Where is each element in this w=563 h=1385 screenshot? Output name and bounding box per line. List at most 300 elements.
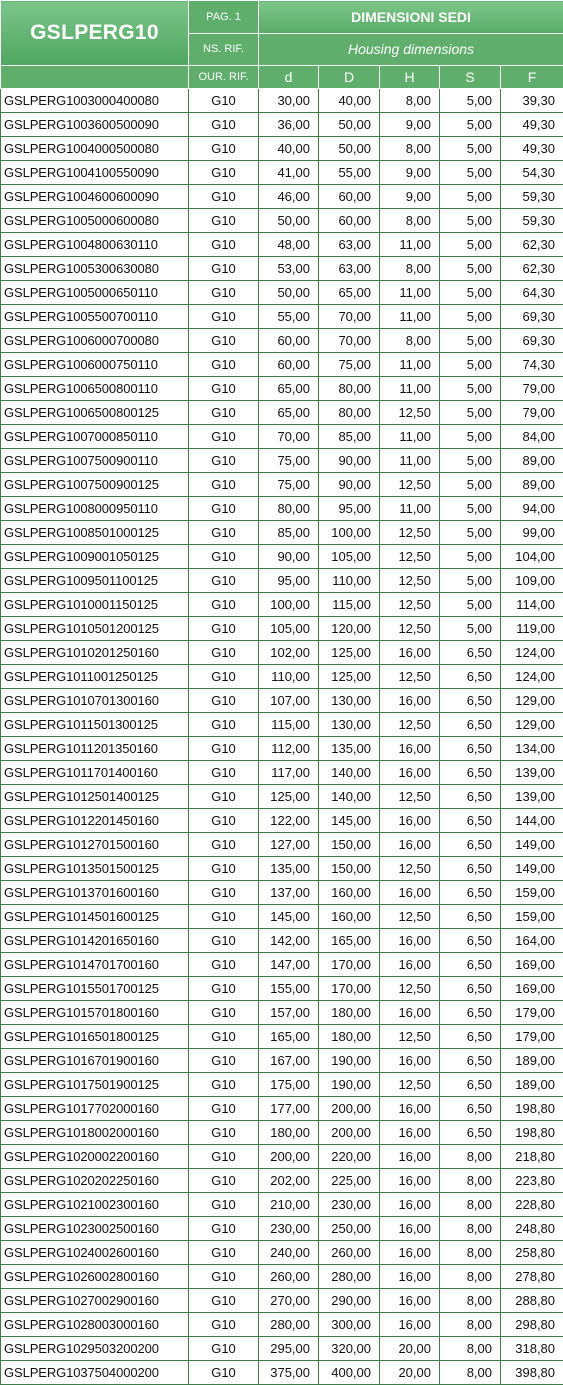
product-code-cell: GSLPERG1004800630110	[1, 233, 189, 257]
H-value-cell: 11,00	[380, 353, 440, 377]
S-value-cell: 6,50	[440, 953, 501, 977]
F-value-cell: 84,00	[501, 425, 563, 449]
S-value-cell: 6,50	[440, 641, 501, 665]
S-value-cell: 8,00	[440, 1337, 501, 1361]
ref-cell: G10	[189, 1121, 259, 1145]
S-value-cell: 8,00	[440, 1265, 501, 1289]
product-code-cell: GSLPERG1008501000125	[1, 521, 189, 545]
D-value-cell: 200,00	[319, 1097, 380, 1121]
table-row	[1, 665, 563, 689]
ref-cell: G10	[189, 401, 259, 425]
H-value-cell: 11,00	[380, 305, 440, 329]
d-value-cell: 177,00	[259, 1097, 319, 1121]
table-row	[1, 1337, 563, 1361]
table-row	[1, 737, 563, 761]
D-value-cell: 110,00	[319, 569, 380, 593]
F-value-cell: 62,30	[501, 257, 563, 281]
table-row	[1, 89, 563, 113]
D-value-cell: 85,00	[319, 425, 380, 449]
d-value-cell: 295,00	[259, 1337, 319, 1361]
S-value-cell: 5,00	[440, 521, 501, 545]
ref-cell: G10	[189, 1289, 259, 1313]
D-value-cell: 145,00	[319, 809, 380, 833]
S-value-cell: 6,50	[440, 1025, 501, 1049]
product-code-cell: GSLPERG1010201250160	[1, 641, 189, 665]
product-code-cell: GSLPERG1018002000160	[1, 1121, 189, 1145]
ref-cell: G10	[189, 1337, 259, 1361]
product-code-cell: GSLPERG1014201650160	[1, 929, 189, 953]
H-value-cell: 11,00	[380, 281, 440, 305]
H-value-cell: 16,00	[380, 761, 440, 785]
H-value-cell: 16,00	[380, 809, 440, 833]
ref-cell: G10	[189, 425, 259, 449]
F-value-cell: 149,00	[501, 857, 563, 881]
d-value-cell: 100,00	[259, 593, 319, 617]
S-value-cell: 6,50	[440, 737, 501, 761]
ref-cell: G10	[189, 161, 259, 185]
S-value-cell: 5,00	[440, 89, 501, 113]
table-row	[1, 1289, 563, 1313]
S-value-cell: 5,00	[440, 137, 501, 161]
ref-cell: G10	[189, 713, 259, 737]
S-value-cell: 8,00	[440, 1217, 501, 1241]
D-value-cell: 60,00	[319, 185, 380, 209]
F-value-cell: 74,30	[501, 353, 563, 377]
D-value-cell: 125,00	[319, 641, 380, 665]
product-code-cell: GSLPERG1011001250125	[1, 665, 189, 689]
product-code-cell: GSLPERG1011201350160	[1, 737, 189, 761]
d-value-cell: 75,00	[259, 449, 319, 473]
product-code-cell: GSLPERG1014501600125	[1, 905, 189, 929]
ref-cell: G10	[189, 665, 259, 689]
H-value-cell: 12,50	[380, 857, 440, 881]
S-value-cell: 6,50	[440, 1049, 501, 1073]
F-value-cell: 228,80	[501, 1193, 563, 1217]
D-value-cell: 160,00	[319, 905, 380, 929]
F-value-cell: 159,00	[501, 881, 563, 905]
table-row	[1, 113, 563, 137]
D-value-cell: 55,00	[319, 161, 380, 185]
product-code-cell: GSLPERG1014701700160	[1, 953, 189, 977]
ref-cell: G10	[189, 809, 259, 833]
S-value-cell: 6,50	[440, 977, 501, 1001]
H-value-cell: 12,50	[380, 1073, 440, 1097]
table-row	[1, 281, 563, 305]
S-value-cell: 8,00	[440, 1193, 501, 1217]
D-value-cell: 50,00	[319, 113, 380, 137]
column-header-S: S	[440, 66, 501, 89]
F-value-cell: 64,30	[501, 281, 563, 305]
ref-cell: G10	[189, 1265, 259, 1289]
ref-cell: G10	[189, 377, 259, 401]
H-value-cell: 16,00	[380, 641, 440, 665]
F-value-cell: 69,30	[501, 305, 563, 329]
S-value-cell: 5,00	[440, 329, 501, 353]
F-value-cell: 149,00	[501, 833, 563, 857]
product-code-cell: GSLPERG1003600500090	[1, 113, 189, 137]
H-value-cell: 16,00	[380, 881, 440, 905]
F-value-cell: 298,80	[501, 1313, 563, 1337]
D-value-cell: 170,00	[319, 977, 380, 1001]
d-value-cell: 117,00	[259, 761, 319, 785]
d-value-cell: 155,00	[259, 977, 319, 1001]
d-value-cell: 270,00	[259, 1289, 319, 1313]
table-row	[1, 953, 563, 977]
ref-cell: G10	[189, 521, 259, 545]
H-value-cell: 8,00	[380, 137, 440, 161]
group-title: DIMENSIONI SEDI	[259, 1, 563, 34]
D-value-cell: 150,00	[319, 833, 380, 857]
table-row	[1, 305, 563, 329]
D-value-cell: 50,00	[319, 137, 380, 161]
d-value-cell: 375,00	[259, 1361, 319, 1385]
S-value-cell: 5,00	[440, 257, 501, 281]
H-value-cell: 16,00	[380, 929, 440, 953]
table-row	[1, 473, 563, 497]
F-value-cell: 169,00	[501, 953, 563, 977]
F-value-cell: 129,00	[501, 713, 563, 737]
S-value-cell: 6,50	[440, 809, 501, 833]
table-row	[1, 1097, 563, 1121]
d-value-cell: 75,00	[259, 473, 319, 497]
table-header	[1, 1, 563, 89]
d-value-cell: 50,00	[259, 209, 319, 233]
D-value-cell: 130,00	[319, 689, 380, 713]
D-value-cell: 70,00	[319, 305, 380, 329]
H-value-cell: 16,00	[380, 1145, 440, 1169]
product-code-cell: GSLPERG1005000650110	[1, 281, 189, 305]
D-value-cell: 260,00	[319, 1241, 380, 1265]
d-value-cell: 127,00	[259, 833, 319, 857]
product-code-cell: GSLPERG1017501900125	[1, 1073, 189, 1097]
H-value-cell: 16,00	[380, 1265, 440, 1289]
S-value-cell: 6,50	[440, 929, 501, 953]
product-code-cell: GSLPERG1015701800160	[1, 1001, 189, 1025]
S-value-cell: 5,00	[440, 161, 501, 185]
table-row	[1, 449, 563, 473]
column-header-D: D	[319, 66, 380, 89]
product-code-cell: GSLPERG1013701600160	[1, 881, 189, 905]
product-code-cell: GSLPERG1027002900160	[1, 1289, 189, 1313]
table-row	[1, 209, 563, 233]
S-value-cell: 6,50	[440, 905, 501, 929]
S-value-cell: 6,50	[440, 689, 501, 713]
product-code-cell: GSLPERG1004100550090	[1, 161, 189, 185]
H-value-cell: 16,00	[380, 1097, 440, 1121]
d-value-cell: 137,00	[259, 881, 319, 905]
F-value-cell: 248,80	[501, 1217, 563, 1241]
d-value-cell: 30,00	[259, 89, 319, 113]
D-value-cell: 135,00	[319, 737, 380, 761]
table-row	[1, 809, 563, 833]
F-value-cell: 39,30	[501, 89, 563, 113]
D-value-cell: 280,00	[319, 1265, 380, 1289]
D-value-cell: 200,00	[319, 1121, 380, 1145]
S-value-cell: 5,00	[440, 593, 501, 617]
F-value-cell: 54,30	[501, 161, 563, 185]
table-row	[1, 1073, 563, 1097]
D-value-cell: 63,00	[319, 257, 380, 281]
page-label: PAG. 1	[189, 1, 259, 34]
S-value-cell: 6,50	[440, 785, 501, 809]
column-header-H: H	[380, 66, 440, 89]
F-value-cell: 218,80	[501, 1145, 563, 1169]
F-value-cell: 169,00	[501, 977, 563, 1001]
F-value-cell: 79,00	[501, 401, 563, 425]
F-value-cell: 124,00	[501, 665, 563, 689]
ref-cell: G10	[189, 113, 259, 137]
d-value-cell: 200,00	[259, 1145, 319, 1169]
table-row	[1, 329, 563, 353]
d-value-cell: 167,00	[259, 1049, 319, 1073]
table-row	[1, 1169, 563, 1193]
ref-cell: G10	[189, 857, 259, 881]
product-code-cell: GSLPERG1016501800125	[1, 1025, 189, 1049]
ref-cell: G10	[189, 905, 259, 929]
H-value-cell: 8,00	[380, 257, 440, 281]
S-value-cell: 6,50	[440, 1001, 501, 1025]
d-value-cell: 105,00	[259, 617, 319, 641]
d-value-cell: 40,00	[259, 137, 319, 161]
S-value-cell: 5,00	[440, 233, 501, 257]
H-value-cell: 16,00	[380, 833, 440, 857]
ref-cell: G10	[189, 353, 259, 377]
d-value-cell: 65,00	[259, 377, 319, 401]
table-row	[1, 977, 563, 1001]
ref-cell: G10	[189, 185, 259, 209]
S-value-cell: 8,00	[440, 1313, 501, 1337]
ref-cell: G10	[189, 689, 259, 713]
H-value-cell: 16,00	[380, 1001, 440, 1025]
H-value-cell: 12,50	[380, 401, 440, 425]
ref-cell: G10	[189, 497, 259, 521]
F-value-cell: 288,80	[501, 1289, 563, 1313]
ref-cell: G10	[189, 281, 259, 305]
H-value-cell: 11,00	[380, 425, 440, 449]
S-value-cell: 5,00	[440, 545, 501, 569]
code-column-spacer	[1, 66, 189, 89]
S-value-cell: 5,00	[440, 305, 501, 329]
D-value-cell: 120,00	[319, 617, 380, 641]
F-value-cell: 318,80	[501, 1337, 563, 1361]
S-value-cell: 5,00	[440, 377, 501, 401]
product-code-cell: GSLPERG1010701300160	[1, 689, 189, 713]
d-value-cell: 147,00	[259, 953, 319, 977]
d-value-cell: 180,00	[259, 1121, 319, 1145]
column-header-F: F	[501, 66, 563, 89]
H-value-cell: 16,00	[380, 1241, 440, 1265]
D-value-cell: 180,00	[319, 1001, 380, 1025]
H-value-cell: 11,00	[380, 377, 440, 401]
H-value-cell: 16,00	[380, 1193, 440, 1217]
ref-cell: G10	[189, 305, 259, 329]
product-code-cell: GSLPERG1011701400160	[1, 761, 189, 785]
D-value-cell: 65,00	[319, 281, 380, 305]
H-value-cell: 20,00	[380, 1337, 440, 1361]
D-value-cell: 140,00	[319, 761, 380, 785]
table-row	[1, 857, 563, 881]
S-value-cell: 6,50	[440, 1121, 501, 1145]
d-value-cell: 135,00	[259, 857, 319, 881]
d-value-cell: 55,00	[259, 305, 319, 329]
F-value-cell: 144,00	[501, 809, 563, 833]
F-value-cell: 159,00	[501, 905, 563, 929]
d-value-cell: 112,00	[259, 737, 319, 761]
product-code-cell: GSLPERG1009501100125	[1, 569, 189, 593]
D-value-cell: 320,00	[319, 1337, 380, 1361]
d-value-cell: 280,00	[259, 1313, 319, 1337]
H-value-cell: 16,00	[380, 1217, 440, 1241]
S-value-cell: 5,00	[440, 425, 501, 449]
ref-cell: G10	[189, 785, 259, 809]
S-value-cell: 6,50	[440, 1097, 501, 1121]
ref-cell: G10	[189, 761, 259, 785]
ref-cell: G10	[189, 89, 259, 113]
H-value-cell: 12,50	[380, 617, 440, 641]
H-value-cell: 16,00	[380, 1313, 440, 1337]
F-value-cell: 104,00	[501, 545, 563, 569]
d-value-cell: 80,00	[259, 497, 319, 521]
S-value-cell: 8,00	[440, 1289, 501, 1313]
product-family-title: GSLPERG10	[1, 1, 189, 66]
F-value-cell: 62,30	[501, 233, 563, 257]
d-value-cell: 142,00	[259, 929, 319, 953]
ref-cell: G10	[189, 977, 259, 1001]
F-value-cell: 114,00	[501, 593, 563, 617]
ref-cell: G10	[189, 473, 259, 497]
table-row	[1, 593, 563, 617]
ref-cell: G10	[189, 1145, 259, 1169]
table-row	[1, 761, 563, 785]
F-value-cell: 59,30	[501, 209, 563, 233]
F-value-cell: 69,30	[501, 329, 563, 353]
table-row	[1, 713, 563, 737]
table-row	[1, 425, 563, 449]
D-value-cell: 250,00	[319, 1217, 380, 1241]
table-row	[1, 1265, 563, 1289]
D-value-cell: 70,00	[319, 329, 380, 353]
F-value-cell: 109,00	[501, 569, 563, 593]
product-code-cell: GSLPERG1015501700125	[1, 977, 189, 1001]
H-value-cell: 12,50	[380, 977, 440, 1001]
H-value-cell: 8,00	[380, 89, 440, 113]
ref-cell: G10	[189, 593, 259, 617]
F-value-cell: 59,30	[501, 185, 563, 209]
product-code-cell: GSLPERG1012701500160	[1, 833, 189, 857]
S-value-cell: 6,50	[440, 881, 501, 905]
H-value-cell: 16,00	[380, 1289, 440, 1313]
H-value-cell: 16,00	[380, 1121, 440, 1145]
D-value-cell: 80,00	[319, 401, 380, 425]
H-value-cell: 12,50	[380, 473, 440, 497]
F-value-cell: 258,80	[501, 1241, 563, 1265]
our-rif-label: OUR. RIF.	[189, 66, 259, 89]
F-value-cell: 278,80	[501, 1265, 563, 1289]
D-value-cell: 400,00	[319, 1361, 380, 1385]
ref-cell: G10	[189, 569, 259, 593]
ref-cell: G10	[189, 1313, 259, 1337]
d-value-cell: 60,00	[259, 329, 319, 353]
product-code-cell: GSLPERG1006000700080	[1, 329, 189, 353]
ref-cell: G10	[189, 641, 259, 665]
table-row	[1, 521, 563, 545]
F-value-cell: 129,00	[501, 689, 563, 713]
ref-cell: G10	[189, 881, 259, 905]
H-value-cell: 12,50	[380, 593, 440, 617]
S-value-cell: 5,00	[440, 113, 501, 137]
d-value-cell: 70,00	[259, 425, 319, 449]
H-value-cell: 12,50	[380, 713, 440, 737]
H-value-cell: 11,00	[380, 497, 440, 521]
S-value-cell: 8,00	[440, 1169, 501, 1193]
F-value-cell: 139,00	[501, 761, 563, 785]
F-value-cell: 134,00	[501, 737, 563, 761]
D-value-cell: 105,00	[319, 545, 380, 569]
S-value-cell: 6,50	[440, 1073, 501, 1097]
F-value-cell: 99,00	[501, 521, 563, 545]
product-code-cell: GSLPERG1010501200125	[1, 617, 189, 641]
ref-cell: G10	[189, 329, 259, 353]
S-value-cell: 5,00	[440, 497, 501, 521]
ref-cell: G10	[189, 953, 259, 977]
table-row	[1, 185, 563, 209]
S-value-cell: 5,00	[440, 617, 501, 641]
D-value-cell: 90,00	[319, 449, 380, 473]
S-value-cell: 6,50	[440, 713, 501, 737]
d-value-cell: 85,00	[259, 521, 319, 545]
ref-cell: G10	[189, 1001, 259, 1025]
F-value-cell: 79,00	[501, 377, 563, 401]
product-code-cell: GSLPERG1007500900110	[1, 449, 189, 473]
F-value-cell: 398,80	[501, 1361, 563, 1385]
D-value-cell: 63,00	[319, 233, 380, 257]
d-value-cell: 60,00	[259, 353, 319, 377]
ref-cell: G10	[189, 1073, 259, 1097]
table-row	[1, 689, 563, 713]
product-code-cell: GSLPERG1003000400080	[1, 89, 189, 113]
table-row	[1, 1025, 563, 1049]
d-value-cell: 95,00	[259, 569, 319, 593]
D-value-cell: 150,00	[319, 857, 380, 881]
product-code-cell: GSLPERG1016701900160	[1, 1049, 189, 1073]
H-value-cell: 12,50	[380, 1025, 440, 1049]
table-row	[1, 617, 563, 641]
D-value-cell: 190,00	[319, 1049, 380, 1073]
H-value-cell: 11,00	[380, 233, 440, 257]
product-code-cell: GSLPERG1020202250160	[1, 1169, 189, 1193]
F-value-cell: 89,00	[501, 449, 563, 473]
ref-cell: G10	[189, 137, 259, 161]
D-value-cell: 90,00	[319, 473, 380, 497]
table-row	[1, 641, 563, 665]
H-value-cell: 16,00	[380, 1169, 440, 1193]
d-value-cell: 115,00	[259, 713, 319, 737]
d-value-cell: 41,00	[259, 161, 319, 185]
column-header-d: d	[259, 66, 319, 89]
D-value-cell: 180,00	[319, 1025, 380, 1049]
product-code-cell: GSLPERG1037504000200	[1, 1361, 189, 1385]
ref-cell: G10	[189, 1025, 259, 1049]
product-code-cell: GSLPERG1008000950110	[1, 497, 189, 521]
D-value-cell: 100,00	[319, 521, 380, 545]
D-value-cell: 225,00	[319, 1169, 380, 1193]
F-value-cell: 179,00	[501, 1001, 563, 1025]
H-value-cell: 9,00	[380, 185, 440, 209]
S-value-cell: 5,00	[440, 401, 501, 425]
table-row	[1, 353, 563, 377]
F-value-cell: 164,00	[501, 929, 563, 953]
ref-cell: G10	[189, 929, 259, 953]
